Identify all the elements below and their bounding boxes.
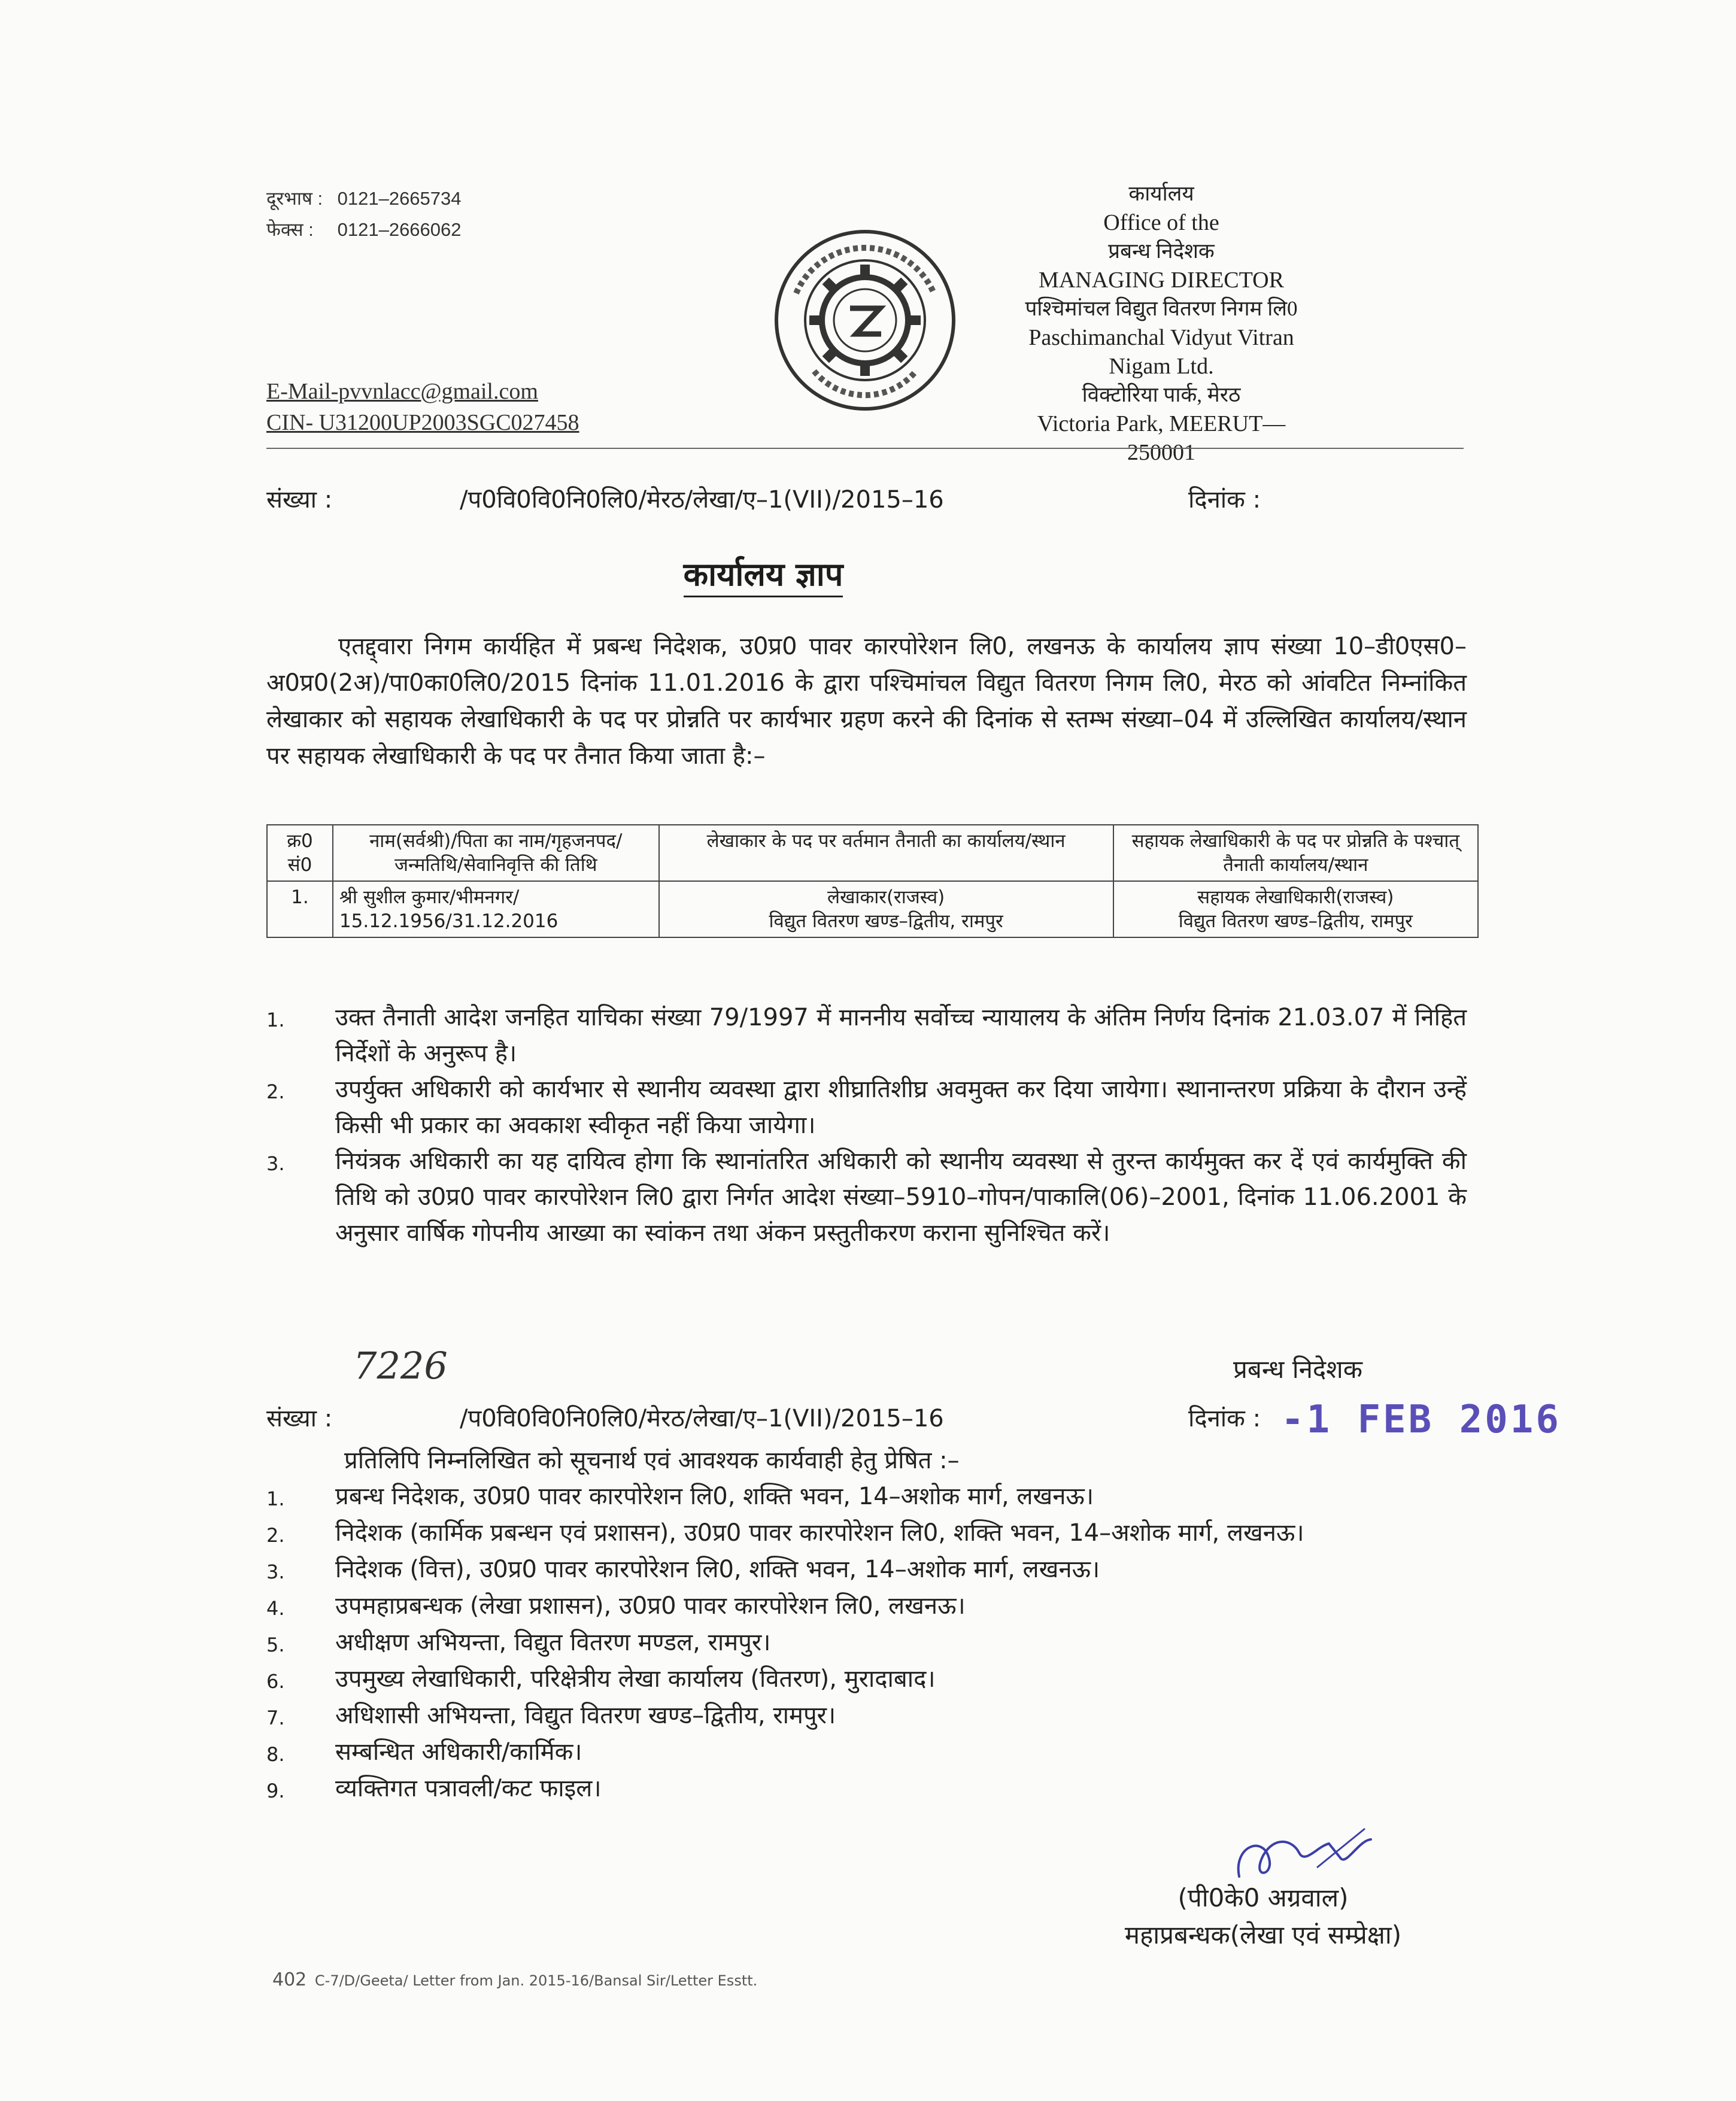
signer-name: (पी0के0 अग्रवाल) bbox=[1177, 1883, 1349, 1912]
md-signature-title: प्रबन्ध निदेशक bbox=[1233, 1355, 1363, 1384]
second-reference-date-label: दिनांक : bbox=[1188, 1405, 1261, 1432]
item-text: अधीक्षण अभियन्ता, विद्युत वितरण मण्डल, रामपुर। bbox=[335, 1629, 771, 1656]
phone-label: दूरभाष : bbox=[266, 188, 323, 209]
office-line: Victoria Park, MEERUT—250001 bbox=[1037, 411, 1286, 465]
office-address-block bbox=[1006, 180, 1736, 467]
item-number: 1. bbox=[266, 1009, 285, 1031]
item-number: 2. bbox=[266, 1080, 285, 1103]
footer-page-number: 402 bbox=[272, 1969, 307, 1990]
item-number: 1. bbox=[266, 1487, 285, 1510]
reference-date-label: दिनांक : bbox=[1188, 486, 1261, 514]
office-line: विक्टोरिया पार्क, मेरठ bbox=[1082, 383, 1241, 406]
item-text: निदेशक (वित्त), उ0प्र0 पावर कारपोरेशन लि0, शक्ति भवन, 14–अशोक मार्ग, लखनऊ। bbox=[335, 1556, 1100, 1583]
office-line: प्रबन्ध निदेशक bbox=[1108, 239, 1215, 263]
item-text: नियंत्रक अधिकारी का यह दायित्व होगा कि स्थानांतरित अधिकारी को स्थानीय व्यवस्था से तुरन्त कार्यमुक्त कर दें एवं कार्यमुक्ति की तिथि को उ0प्र0 पावर कारपोरेशन लि0 द्वारा निर्गत आदेश संख्या–5910–गोपन/पाकालि(06)–2001, दिनांक 11.06.2001 के अनुसार वार्षिक गोपनीय आख्या का स्वांकन तथा अंकन प्रस्तुतीकरण कराना सुनिश्चित करें। bbox=[335, 1147, 1467, 1247]
reference-number: /प0वि0वि0नि0लि0/मेरठ/लेखा/ए–1(VII)/2015–16 bbox=[460, 486, 944, 514]
item-number: 4. bbox=[266, 1597, 285, 1620]
list-item bbox=[266, 1071, 1467, 1143]
office-line: कार्यालय bbox=[1128, 182, 1194, 205]
new-posting-cell bbox=[1113, 881, 1478, 937]
column-header: सहायक लेखाधिकारी के पद पर प्रोन्नति के पश्चात् तैनाती कार्यालय/स्थान bbox=[1113, 825, 1478, 881]
item-number: 9. bbox=[266, 1780, 285, 1802]
reference-label: संख्या : bbox=[266, 486, 333, 514]
item-text: उपमुख्य लेखाधिकारी, परिक्षेत्रीय लेखा कार्यालय (वितरण), मुरादाबाद। bbox=[335, 1665, 936, 1693]
copy-intro: प्रतिलिपि निम्नलिखित को सूचनार्थ एवं आवश्यक कार्यवाही हेतु प्रेषित :– bbox=[344, 1447, 960, 1474]
table-header-row bbox=[267, 825, 1478, 881]
footer-note bbox=[272, 1969, 757, 1990]
dates-line: 15.12.1956/31.12.2016 bbox=[339, 910, 559, 932]
date-stamp: -1 FEB 2016 bbox=[1281, 1398, 1561, 1442]
list-item bbox=[266, 1143, 1467, 1251]
posting-table bbox=[266, 824, 1479, 938]
page-title bbox=[0, 551, 1526, 595]
item-number: 6. bbox=[266, 1670, 285, 1693]
column-header: क्र0 सं0 bbox=[267, 825, 333, 881]
item-number: 3. bbox=[266, 1152, 285, 1175]
list-item bbox=[266, 1662, 1467, 1699]
list-item bbox=[266, 1000, 1467, 1071]
page-title-text: कार्यालय ज्ञाप bbox=[684, 555, 843, 597]
cin-text: CIN- U31200UP2003SGC027458 bbox=[266, 410, 579, 435]
body-paragraph: एतद्द्वारा निगम कार्यहित में प्रबन्ध निदेशक, उ0प्र0 पावर कारपोरेशन लि0, लखनऊ के कार्यालय ज्ञाप संख्या 10–डी0एस0–अ0प्र0(2अ)/पा0का0लि0/2015 दिनांक 11.01.2016 के द्वारा पश्चिमांचल विद्युत वितरण निगम लि0, मेरठ को आंवटित निम्नांकित लेखाकार को सहायक लेखाधिकारी के पद पर प्रोन्नति पर कार्यभार ग्रहण करने की दिनांक से स्तम्भ संख्या–04 में उल्लिखित कार्यालय/स्थान पर सहायक लेखाधिकारी के पद पर तैनात किया जाता है:– bbox=[266, 633, 1467, 770]
handwritten-number: 7226 bbox=[353, 1344, 448, 1387]
footer-path: C-7/D/Geeta/ Letter from Jan. 2015-16/Bansal Sir/Letter Esstt. bbox=[314, 1972, 758, 1989]
header-divider bbox=[266, 448, 1464, 449]
item-number: 5. bbox=[266, 1634, 285, 1656]
second-reference-label: संख्या : bbox=[266, 1405, 333, 1432]
second-reference-number: /प0वि0वि0नि0लि0/मेरठ/लेखा/ए–1(VII)/2015–16 bbox=[460, 1405, 944, 1432]
list-item bbox=[266, 1626, 1467, 1662]
signature-scrawl-icon bbox=[1227, 1823, 1383, 1889]
office-line: पश्चिमांचल विद्युत वितरण निगम लि0 bbox=[1025, 297, 1298, 320]
list-item bbox=[266, 1480, 1467, 1516]
fax-label: फेक्स : bbox=[266, 219, 314, 240]
current-post: लेखाकार(राजस्व) bbox=[827, 886, 945, 908]
item-number: 7. bbox=[266, 1707, 285, 1729]
signer-block bbox=[1078, 1880, 1449, 1954]
corporation-seal-icon bbox=[772, 227, 958, 413]
copy-list bbox=[266, 1480, 1467, 1808]
current-posting-cell bbox=[659, 881, 1113, 937]
fax-value: 0121–2666062 bbox=[337, 219, 462, 240]
fax-row bbox=[266, 214, 462, 245]
item-text: प्रबन्ध निदेशक, उ0प्र0 पावर कारपोरेशन लि0, शक्ति भवन, 14–अशोक मार्ग, लखनऊ। bbox=[335, 1483, 1094, 1510]
current-office: विद्युत वितरण खण्ड–द्वितीय, रामपुर bbox=[769, 910, 1003, 932]
office-line: MANAGING DIRECTOR bbox=[1039, 268, 1284, 293]
item-text: व्यक्तिगत पत्रावली/कट फाइल। bbox=[335, 1775, 602, 1802]
email-cin-block bbox=[266, 376, 579, 438]
serial-cell: 1. bbox=[267, 881, 333, 937]
item-text: उपमहाप्रबन्धक (लेखा प्रशासन), उ0प्र0 पावर कारपोरेशन लि0, लखनऊ। bbox=[335, 1592, 966, 1620]
list-item bbox=[266, 1699, 1467, 1735]
new-post: सहायक लेखाधिकारी(राजस्व) bbox=[1197, 886, 1394, 908]
office-line: Office of the bbox=[1103, 210, 1219, 235]
signer-designation: महाप्रबन्धक(लेखा एवं सम्प्रेक्षा) bbox=[1124, 1920, 1402, 1950]
office-line: Paschimanchal Vidyut Vitran Nigam Ltd. bbox=[1028, 325, 1294, 379]
item-text: निदेशक (कार्मिक प्रबन्धन एवं प्रशासन), उ0प्र0 पावर कारपोरेशन लि0, शक्ति भवन, 14–अशोक मार्ग, लखनऊ। bbox=[335, 1519, 1304, 1547]
column-header: नाम(सर्वश्री)/पिता का नाम/गृहजनपद/जन्मतिथि/सेवानिवृत्ति की तिथि bbox=[333, 825, 659, 881]
item-text: सम्बन्धित अधिकारी/कार्मिक। bbox=[335, 1738, 582, 1766]
item-number: 3. bbox=[266, 1560, 285, 1583]
list-item bbox=[266, 1735, 1467, 1772]
phone-row bbox=[266, 183, 462, 214]
item-text: उक्त तैनाती आदेश जनहित याचिका संख्या 79/1997 में माननीय सर्वोच्च न्यायालय के अंतिम निर्णय दिनांक 21.03.07 में निहित निर्देशों के अनुरूप है। bbox=[335, 1004, 1467, 1067]
phone-value: 0121–2665734 bbox=[337, 188, 462, 209]
instruction-list bbox=[266, 1000, 1467, 1251]
column-header: लेखाकार के पद पर वर्तमान तैनाती का कार्यालय/स्थान bbox=[659, 825, 1113, 881]
item-text: अधिशासी अभियन्ता, विद्युत वितरण खण्ड–द्वितीय, रामपुर। bbox=[335, 1702, 836, 1729]
list-item bbox=[266, 1772, 1467, 1808]
email-text: E-Mail-pvvnlacc@gmail.com bbox=[266, 379, 538, 404]
list-item bbox=[266, 1589, 1467, 1626]
contact-block bbox=[266, 183, 462, 245]
item-text: उपर्युक्त अधिकारी को कार्यभार से स्थानीय व्यवस्था द्वारा शीघ्रातिशीघ्र अवमुक्त कर दिया जायेगा। स्थानान्तरण प्रक्रिया के दौरान उन्हें किसी भी प्रकार का अवकाश स्वीकृत नहीं किया जायेगा। bbox=[335, 1076, 1467, 1139]
list-item bbox=[266, 1553, 1467, 1589]
name-line: श्री सुशील कुमार/भीमनगर/ bbox=[339, 886, 520, 908]
new-office: विद्युत वितरण खण्ड–द्वितीय, रामपुर bbox=[1178, 910, 1413, 932]
list-item bbox=[266, 1516, 1467, 1553]
name-cell bbox=[333, 881, 659, 937]
item-number: 8. bbox=[266, 1743, 285, 1766]
table-row bbox=[267, 881, 1478, 937]
item-number: 2. bbox=[266, 1524, 285, 1547]
